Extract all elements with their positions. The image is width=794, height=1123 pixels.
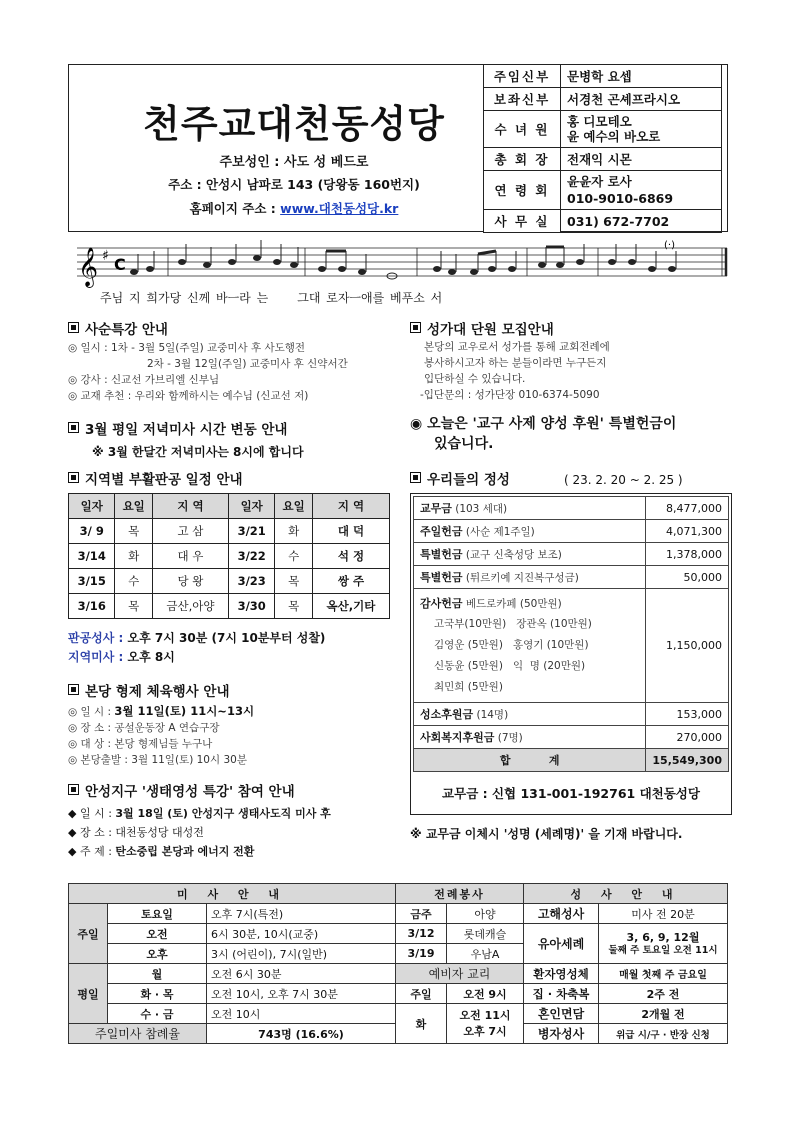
text-cell: 3/12 [396,924,447,944]
svg-text:♯: ♯ [102,248,109,264]
text-cell: 평일 [69,964,108,1024]
text-cell: 우리들의 정성 [427,472,510,488]
text-cell: 문병학 요셉 [561,65,722,88]
text-cell: 오전 9시 [447,984,524,1004]
text-cell: 위급 시/구 · 반장 신청 [599,1024,728,1044]
text-cell: ◆ 장 소 : [68,826,116,839]
lent-title: 사순특강 안내 [85,322,168,338]
text-cell: 환자영성체 [524,964,599,984]
hymn-lyrics: 주님 지 희가당 신께 바ㅡ라 는 그대 로자ㅡ애를 베푸소 서 [100,291,443,305]
text-cell: 쌍 주 [312,569,389,594]
text-cell: 매월 첫째 주 금요일 [599,964,728,984]
text-cell: 베드로카페 (50만원) [462,598,562,610]
text-cell: 오후 7시(특전) [207,904,396,924]
text-cell: 당 왕 [152,569,228,594]
text-cell: ◆ 일 시 : [68,807,116,820]
text-cell: (사순 제1주일) [462,525,535,538]
staff-table [483,64,722,233]
church-title: 천주교대천동성당 [143,101,445,146]
table-row [414,726,729,749]
text-cell: 3월 평일 저녁미사 시간 변동 안내 [85,422,288,438]
text-cell: 윤 예수의 바오로 [567,129,661,144]
account-note: ※ 교무금 이체시 '성명 (세례명)' 을 기재 바랍니다. [410,827,683,841]
text-cell: 봉사하시고자 하는 분들이라면 누구든지 [424,357,607,369]
text-cell: ◎ 교재 추천 : 우리와 함께하시는 예수님 (신교선 저) [68,390,309,402]
text-cell: ◆ 주 제 : [68,845,116,858]
sports-section [68,680,398,768]
text-cell: 지역미사 : [68,650,124,664]
text-cell: (7명) [494,731,523,744]
total-row [414,749,729,772]
text-cell: 석 정 [312,544,389,569]
text-cell: 오전 6시 30분 [207,964,396,984]
text-cell: 서경천 곤셰프라시오 [561,88,722,111]
text-cell: (103 세대) [451,502,508,515]
text-cell: 요일 [115,494,153,519]
text-cell: 안성지구 '생태영성 특강' 참여 안내 [85,784,295,800]
square-bullet-icon [68,472,79,483]
text-cell: 수 녀 원 [484,111,561,148]
treble-clef-icon: 𝄞 [78,247,99,287]
text-cell: 윤윤자 로사 [567,174,632,189]
text-cell: 3/16 [69,594,115,619]
text-cell: 3시 (어린이), 7시(일반) [207,944,396,964]
text-cell: (14명) [473,708,509,721]
text-cell: (튀르키예 지진복구성금) [462,571,579,584]
text-cell: ◎ 일 시 : [68,706,115,718]
text-cell: 홍 디모테오 [567,114,632,129]
text-cell: 고해성사 [524,904,599,924]
text-cell: 전재익 시몬 [561,148,722,171]
text-cell: 본당의 교우로서 성가를 통해 교회전례에 [424,341,610,353]
text-cell: 수 [275,544,313,569]
text-cell: ◎ 일시 : 1차 - 3월 5일(주일) 교중미사 후 사도행전 [68,342,306,354]
text-cell: 일자 [69,494,115,519]
table-row [414,566,729,589]
text-cell: -입단문의 : 성가단장 010-6374-5090 [420,389,600,401]
address: 주소 : 안성시 남파로 143 (당왕동 160번지) [168,177,420,192]
text-cell: 미 사 안 내 [69,884,396,904]
text-cell: 4,071,300 [646,520,729,543]
text-cell: 탄소중립 본당과 에너지 전환 [115,845,255,858]
square-bullet-icon [68,322,79,333]
text-cell: 3/19 [396,944,447,964]
square-bullet-icon [68,684,79,695]
text-cell: 오후 8시 [123,650,175,664]
text-cell: 지역별 부활판공 일정 안내 [85,472,243,488]
text-cell: ◉ 오늘은 '교구 사제 양성 후원' 특별헌금이 [410,416,677,432]
text-cell: 50,000 [646,566,729,589]
text-cell: 2개월 전 [599,1004,728,1024]
text-cell: 특별헌금 [420,570,463,584]
evening-mass-section [68,418,398,460]
text-cell: 예비자 교리 [396,964,524,984]
text-cell: 혼인면담 [524,1004,599,1024]
text-cell: 최민희 (5만원) [434,681,503,693]
lent-lecture-section [68,318,398,404]
text-cell: 감사헌금 [420,597,463,610]
offering-table [413,496,729,772]
today-offering-note [410,414,740,454]
text-cell: 월 [108,964,207,984]
text-cell: 우남A [447,944,524,964]
table-row [69,519,390,544]
text-cell: 2차 - 3월 12일(주일) 교중미사 후 신약서간 [147,358,348,370]
text-cell: 153,000 [646,703,729,726]
text-cell: 오후 7시 [463,1024,507,1038]
text-cell: 총 회 장 [484,148,561,171]
text-cell: 오후 7시 30분 (7시 10분부터 성찰) [123,631,326,645]
text-cell: ( 23. 2. 20 ~ 2. 25 ) [563,473,683,487]
table-row [414,497,729,520]
square-bullet-icon [68,422,79,433]
text-cell: 3/15 [69,569,115,594]
text-cell: 연 령 회 [484,171,561,210]
text-cell: 특별헌금 [420,547,463,561]
text-cell: 고 삼 [152,519,228,544]
text-cell: 판공성사 : [68,631,124,645]
confession-section [68,468,398,665]
square-bullet-icon [410,472,421,483]
text-cell: 미사 전 20분 [599,904,728,924]
text-cell: 사회복지후원금 [420,730,495,744]
text-cell: 둘째 주 토요일 오전 11시 [608,944,718,956]
text-cell: 화 · 목 [108,984,207,1004]
text-cell: 요일 [275,494,313,519]
text-cell: 3/21 [228,519,274,544]
text-cell: 3/22 [228,544,274,569]
text-cell: 1,378,000 [646,543,729,566]
text-cell: 있습니다. [434,436,494,452]
text-cell: 1,150,000 [646,589,729,703]
table-row [69,569,390,594]
text-cell: 지 역 [312,494,389,519]
text-cell: (교구 신축성당 보조) [462,548,562,561]
text-cell: 금산,아양 [152,594,228,619]
text-cell: 대 우 [152,544,228,569]
svg-text:C: C [114,255,126,274]
evening-mass-note: ※ 3월 한달간 저녁미사는 8시에 합니다 [92,445,304,459]
text-cell: 270,000 [646,726,729,749]
text-cell: 오전 [108,924,207,944]
text-cell: 오전 11시 [459,1008,511,1022]
table-row [414,703,729,726]
text-cell: ◎ 강사 : 신교선 가브리엘 신부님 [68,374,220,386]
table-row [414,520,729,543]
text-cell: 지 역 [152,494,228,519]
text-cell: 2주 전 [599,984,728,1004]
text-cell: 롯데캐슬 [447,924,524,944]
text-cell: 목 [115,519,153,544]
text-cell: ◎ 대 상 : 본당 형제님들 누구나 [68,738,213,750]
eco-lecture-section [68,780,408,860]
text-cell: 대 덕 [312,519,389,544]
text-cell: 743명 (16.6%) [207,1024,396,1044]
text-cell: ◎ 장 소 : 공설운동장 A 연습구장 [68,722,220,734]
square-bullet-icon [68,784,79,795]
text-cell: 화 [275,519,313,544]
text-cell: 화 [396,1004,447,1044]
text-cell: 사 무 실 [484,210,561,233]
text-cell: 일자 [228,494,274,519]
text-cell: 3/14 [69,544,115,569]
text-cell: 오전 10시 [207,1004,396,1024]
text-cell: 합 계 [414,749,646,772]
text-cell: 성소후원금 [420,707,474,721]
text-cell: ◎ 본당출발 : 3월 11일(토) 10시 30분 [68,754,247,766]
text-cell: 3/30 [228,594,274,619]
table-row [69,544,390,569]
text-cell: 아양 [447,904,524,924]
homepage [89,199,499,217]
text-cell: 목 [115,594,153,619]
text-cell: 주일미사 참례율 [69,1024,207,1044]
text-cell: 031) 672-7702 [561,210,722,233]
account-info: 교무금 : 신협 131-001-192761 대천동성당 [442,786,700,801]
text-cell: 토요일 [108,904,207,924]
offering-section [410,468,740,842]
text-cell: 김영운 (5만원) 홍영기 (10만원) [434,639,589,651]
homepage-link[interactable]: www.대천동성당.kr [280,201,399,216]
text-cell: 금주 [396,904,447,924]
text-cell: 010-9010-6869 [567,191,674,206]
text-cell: 오후 [108,944,207,964]
text-cell: 성가대 단원 모집안내 [427,322,554,338]
text-cell: 목 [275,569,313,594]
text-cell: 집 · 차축복 [524,984,599,1004]
confession-table [68,493,390,619]
text-cell: 3/ 9 [69,519,115,544]
text-cell: 입단하실 수 있습니다. [424,373,526,385]
mass-schedule-table [68,883,728,1044]
text-cell: 15,549,300 [646,749,729,772]
text-cell: 주임신부 [484,65,561,88]
text-cell: 보좌신부 [484,88,561,111]
square-bullet-icon [410,322,421,333]
text-cell: 고국부(10만원) 장관옥 (10만원) [434,618,592,630]
text-cell: 대천동성당 대성전 [115,826,204,839]
text-cell: 화 [115,544,153,569]
table-row [69,594,390,619]
text-cell: 옥산,기타 [312,594,389,619]
text-cell: 교무금 [420,501,452,515]
text-cell: 8,477,000 [646,497,729,520]
text-cell: 본당 형제 체육행사 안내 [85,684,230,700]
patron-saint: 주보성인 : 사도 성 베드로 [219,155,369,170]
text-cell: 3월 11일(토) 11시~13시 [114,704,255,718]
text-cell: 신동윤 (5만원) 익 명 (20만원) [434,660,586,672]
header-box [68,64,728,232]
table-row [414,589,729,703]
text-cell: 6시 30분, 10시(교중) [207,924,396,944]
text-cell: 전례봉사 [396,884,524,904]
text-cell: 3월 18일 (토) 안성지구 생태사도직 미사 후 [115,807,331,820]
choir-section [410,318,730,403]
text-cell: 수 · 금 [108,1004,207,1024]
text-cell: 3/23 [228,569,274,594]
text-cell: 병자성사 [524,1024,599,1044]
text-cell: 목 [275,594,313,619]
table-row [414,543,729,566]
text-cell: 성 사 안 내 [524,884,728,904]
text-cell: 주일 [396,984,447,1004]
text-cell: 유아세례 [524,924,599,964]
text-cell: 주일헌금 [420,524,463,538]
text-cell: 주일 [69,904,108,964]
text-cell: 3, 6, 9, 12월 [626,930,700,944]
text-cell: 홈페이지 주소 : [189,201,281,216]
svg-text:(·): (·) [664,240,675,251]
text-cell: 오전 10시, 오후 7시 30분 [207,984,396,1004]
text-cell: 수 [115,569,153,594]
